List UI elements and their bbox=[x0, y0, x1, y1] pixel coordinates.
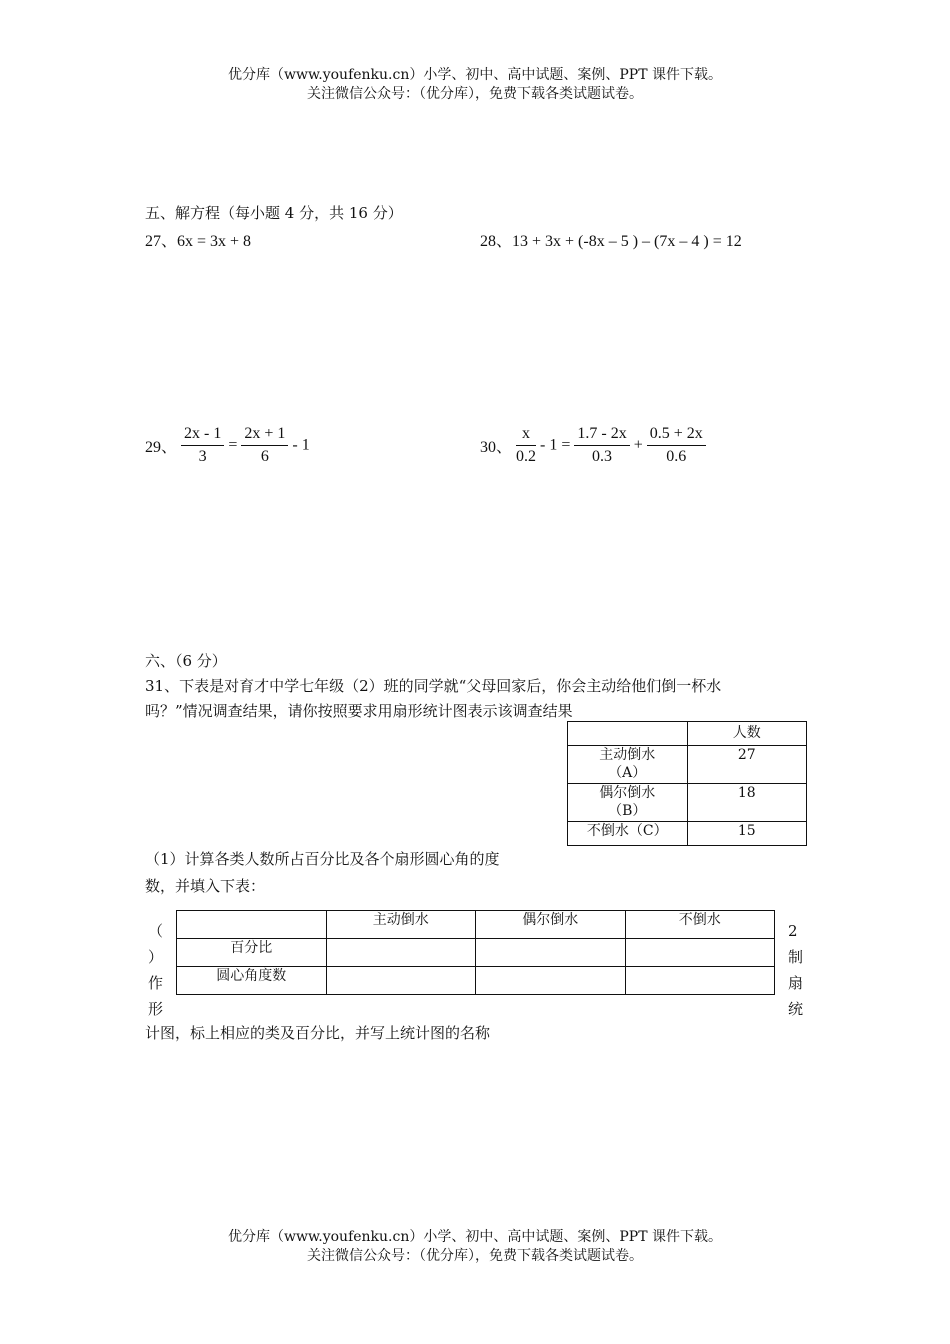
table-row bbox=[177, 939, 775, 967]
footer-line-1: 优分库（www.youfenku.cn）小学、初中、高中试题、案例、PPT 课件下载。 bbox=[227, 1229, 722, 1245]
q30-b-numerator: 1.7 - 2x bbox=[574, 425, 629, 446]
q29-equals: = bbox=[228, 436, 238, 454]
answer-row-label-percent: 百分比 bbox=[177, 939, 327, 967]
q30-c-numerator: 0.5 + 2x bbox=[647, 425, 706, 446]
q29-tail: - 1 bbox=[292, 436, 310, 454]
survey-row-a-label-1: 主动倒水 bbox=[599, 747, 656, 763]
question-30 bbox=[480, 425, 706, 466]
left-char: 形 bbox=[148, 1000, 164, 1018]
table-row bbox=[568, 746, 807, 784]
answer-cell[interactable] bbox=[625, 939, 775, 967]
q30-label: 30、 bbox=[480, 439, 513, 456]
q29-rhs-fraction bbox=[241, 425, 288, 466]
table-row bbox=[177, 967, 775, 995]
survey-header-empty bbox=[568, 722, 688, 746]
question-31-line-1: 31、下表是对育才中学七年级（2）班的同学就“父母回家后，你会主动给他们倒一杯水 bbox=[145, 677, 722, 695]
survey-row-c-value: 15 bbox=[687, 822, 807, 846]
survey-row-b-value: 18 bbox=[687, 784, 807, 822]
table-row bbox=[568, 822, 807, 846]
right-char: 制 bbox=[788, 948, 804, 966]
survey-row-a-label bbox=[568, 746, 688, 784]
right-char: 2 bbox=[788, 922, 798, 940]
q29-lhs-denominator: 3 bbox=[198, 448, 207, 465]
q29-lhs-fraction bbox=[181, 425, 224, 466]
answer-header-empty bbox=[177, 911, 327, 939]
answer-table bbox=[176, 910, 775, 995]
answer-cell[interactable] bbox=[326, 939, 476, 967]
q30-b-fraction bbox=[574, 425, 629, 466]
q30-b-denominator: 0.3 bbox=[592, 448, 613, 465]
table-row bbox=[568, 784, 807, 822]
survey-row-b-label-1: 偶尔倒水 bbox=[599, 785, 656, 801]
header-line-2: 关注微信公众号：（优分库），免费下载各类试题试卷。 bbox=[307, 86, 643, 102]
left-side-text bbox=[148, 918, 163, 1022]
answer-cell[interactable] bbox=[476, 939, 626, 967]
right-char: 扇 bbox=[788, 974, 804, 992]
q30-a-denominator: 0.2 bbox=[516, 448, 537, 465]
answer-header-never: 不倒水 bbox=[625, 911, 775, 939]
q30-c-denominator: 0.6 bbox=[666, 448, 687, 465]
question-29 bbox=[145, 425, 310, 466]
question-28: 28、13 + 3x + (-8x – 5 ) – (7x – 4 ) = 12 bbox=[480, 233, 742, 250]
survey-row-c-label: 不倒水（C） bbox=[568, 822, 688, 846]
q29-rhs-denominator: 6 bbox=[260, 448, 269, 465]
right-side-text bbox=[788, 918, 803, 1022]
answer-cell[interactable] bbox=[326, 967, 476, 995]
footer-line-2: 关注微信公众号：（优分库），免费下载各类试题试卷。 bbox=[307, 1248, 643, 1264]
left-char: ） bbox=[148, 948, 164, 966]
q30-plus: + bbox=[633, 436, 643, 454]
page-footer bbox=[0, 1228, 950, 1266]
q30-a-fraction bbox=[516, 425, 536, 466]
answer-cell[interactable] bbox=[625, 967, 775, 995]
survey-row-b-label-2: （B） bbox=[608, 803, 647, 819]
header-line-1: 优分库（www.youfenku.cn）小学、初中、高中试题、案例、PPT 课件下载。 bbox=[227, 67, 722, 83]
section6-title: 六、（6 分） bbox=[145, 652, 227, 670]
q30-c-fraction bbox=[647, 425, 706, 466]
survey-table bbox=[567, 721, 807, 846]
q30-minus-one-equals: - 1 = bbox=[540, 436, 571, 454]
answer-header-active: 主动倒水 bbox=[326, 911, 476, 939]
survey-row-a-label-2: （A） bbox=[608, 765, 647, 781]
q29-rhs-numerator: 2x + 1 bbox=[241, 425, 288, 446]
section5-title: 五、解方程（每小题 4 分，共 16 分） bbox=[145, 204, 403, 222]
question-27: 27、6x = 3x + 8 bbox=[145, 233, 252, 250]
question-31-line-2: 吗？”情况调查结果，请你按照要求用扇形统计图表示该调查结果 bbox=[145, 702, 573, 720]
answer-row-label-angle: 圆心角度数 bbox=[177, 967, 327, 995]
answer-header-occasional: 偶尔倒水 bbox=[476, 911, 626, 939]
answer-cell[interactable] bbox=[476, 967, 626, 995]
part-1-line-1: （1）计算各类人数所占百分比及各个扇形圆心角的度 bbox=[145, 850, 500, 868]
page-header bbox=[0, 66, 950, 104]
q29-label: 29、 bbox=[145, 439, 178, 456]
left-char: 作 bbox=[148, 974, 164, 992]
q29-lhs-numerator: 2x - 1 bbox=[181, 425, 224, 446]
q30-a-numerator: x bbox=[516, 425, 536, 446]
survey-row-b-label bbox=[568, 784, 688, 822]
survey-header-count: 人数 bbox=[687, 722, 807, 746]
right-char: 统 bbox=[788, 1000, 804, 1018]
left-char: （ bbox=[148, 922, 164, 940]
survey-row-a-value: 27 bbox=[687, 746, 807, 784]
part-2-text: 计图，标上相应的类及百分比，并写上统计图的名称 bbox=[145, 1024, 491, 1042]
part-1-line-2: 数，并填入下表： bbox=[145, 877, 266, 895]
